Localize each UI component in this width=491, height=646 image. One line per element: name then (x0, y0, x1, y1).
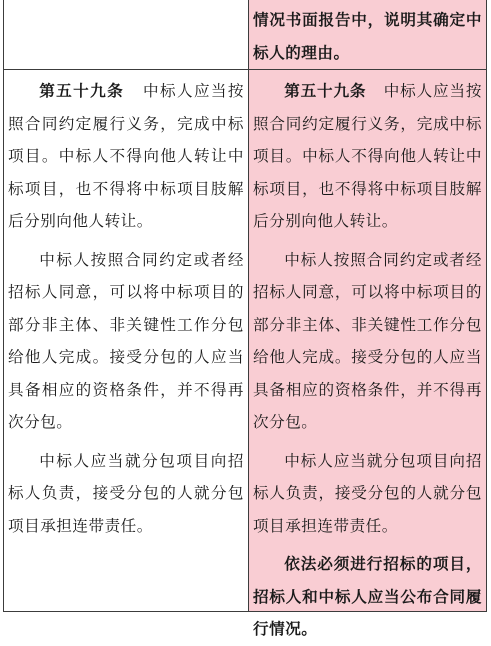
original-paragraph-3: 中标人应当就分包项目向招标人负责，接受分包的人就分包项目承担连带责任。 (8, 451, 244, 535)
revised-added-paragraph: 依法必须进行招标的项目，招标人和中标人应当公布合同履行情况。 (253, 555, 482, 638)
revised-paragraph-2: 中标人按照合同约定或者经招标人同意，可以将中标项目的部分非主体、非关键性工作分包给他人完成。接受分包的人应当具备相应的资格条件，并不得再次分包。 (253, 250, 482, 431)
revised-text-cell (249, 70, 486, 638)
article-number: 第五十九条 (284, 82, 367, 100)
revised-text-cell-top (249, 0, 486, 69)
article-number: 第五十九条 (39, 82, 125, 100)
paragraph-text: 中标人应当按照合同约定履行义务，完成中标项目。中标人不得向他人转让中标项目，也不得将中标项目肢解后分别向他人转让。 (253, 82, 482, 230)
revised-paragraph-3: 中标人应当就分包项目向招标人负责，接受分包的人就分包项目承担连带责任。 (253, 451, 482, 535)
paragraph-text: 中标人应当按照合同约定履行义务，完成中标项目。中标人不得向他人转让中标项目，也不得将中标项目肢解后分别向他人转让。 (8, 82, 244, 230)
original-paragraph-2: 中标人按照合同约定或者经招标人同意，可以将中标项目的部分非主体、非关键性工作分包给他人完成。接受分包的人应当具备相应的资格条件，并不得再次分包。 (8, 250, 244, 431)
table-row-top (4, 0, 486, 70)
original-paragraph-1 (8, 75, 244, 238)
table-row-article-59 (4, 70, 486, 638)
comparison-table (3, 0, 487, 638)
revised-paragraph-1 (253, 75, 482, 238)
original-text-cell (4, 70, 249, 611)
revised-text-top: 情况书面报告中，说明其确定中标人的理由。 (253, 11, 482, 62)
original-text-cell-top (4, 0, 249, 69)
